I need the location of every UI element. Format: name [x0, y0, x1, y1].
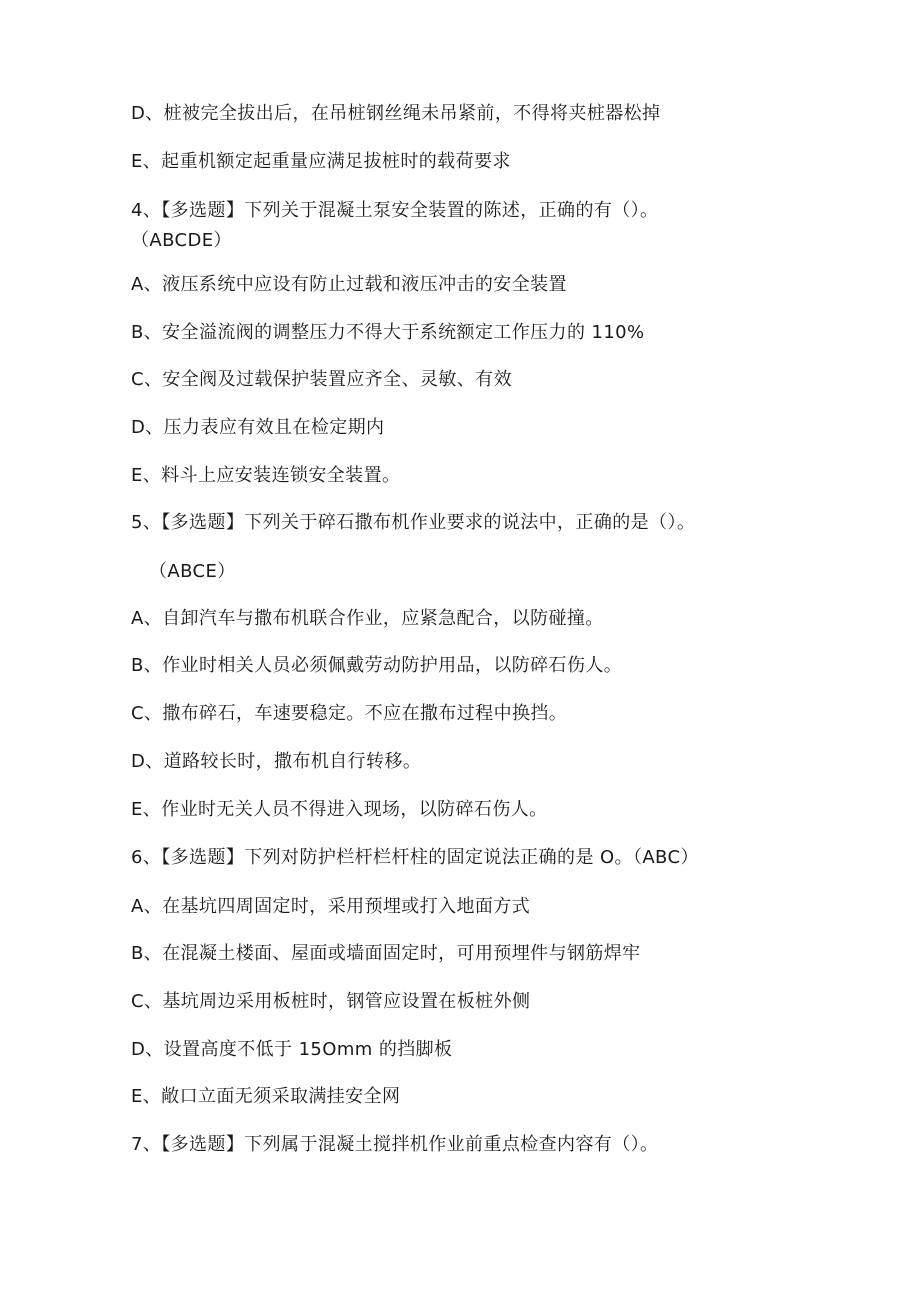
- option-c-q5: C、撒布碎石，车速要稳定。不应在撒布过程中换挡。: [131, 703, 568, 724]
- option-e-q4: E、料斗上应安装连锁安全装置。: [131, 465, 401, 486]
- question-6: 6、【多选题】下列对防护栏杆栏杆柱的固定说法正确的是 O。（ABC）: [131, 847, 699, 868]
- option-d-q5: D、道路较长时，撒布机自行转移。: [131, 751, 422, 772]
- option-d-q4: D、压力表应有效且在检定期内: [131, 417, 385, 438]
- option-a-q6: A、在基坑四周固定时，采用预埋或打入地面方式: [131, 896, 531, 917]
- question-5: 5、【多选题】下列关于碎石撒布机作业要求的说法中，正确的是（）。: [131, 512, 696, 533]
- option-e-q3: E、起重机额定起重量应满足拔桩时的载荷要求: [131, 151, 511, 172]
- answer-q4: （ABCDE）: [131, 230, 232, 251]
- option-b-q5: B、作业时相关人员必须佩戴劳动防护用品，以防碎石伤人。: [131, 655, 623, 676]
- question-4: 4、【多选题】下列关于混凝土泵安全装置的陈述，正确的有（）。: [131, 200, 659, 221]
- option-d-q6: D、设置高度不低于 15Omm 的挡脚板: [131, 1039, 453, 1060]
- option-c-q6: C、基坑周边采用板桩时，钢管应设置在板桩外侧: [131, 991, 531, 1012]
- option-a-q5: A、自卸汽车与撒布机联合作业，应紧急配合，以防碰撞。: [131, 608, 604, 629]
- option-b-q6: B、在混凝土楼面、屋面或墙面固定时，可用预埋件与钢筋焊牢: [131, 943, 641, 964]
- answer-q5: （ABCE）: [149, 561, 236, 582]
- option-e-q5: E、作业时无关人员不得进入现场，以防碎石伤人。: [131, 799, 548, 820]
- option-d-q3: D、桩被完全拔出后，在吊桩钢丝绳未吊紧前，不得将夹桩器松掉: [131, 103, 661, 124]
- option-e-q6: E、敞口立面无须采取满挂安全网: [131, 1086, 401, 1107]
- option-b-q4: B、安全溢流阀的调整压力不得大于系统额定工作压力的 110%: [131, 322, 645, 343]
- option-c-q4: C、安全阀及过载保护装置应齐全、灵敏、有效: [131, 369, 512, 390]
- option-a-q4: A、液压系统中应设有防止过载和液压冲击的安全装置: [131, 274, 567, 295]
- question-7: 7、【多选题】下列属于混凝土搅拌机作业前重点检查内容有（）。: [131, 1134, 659, 1155]
